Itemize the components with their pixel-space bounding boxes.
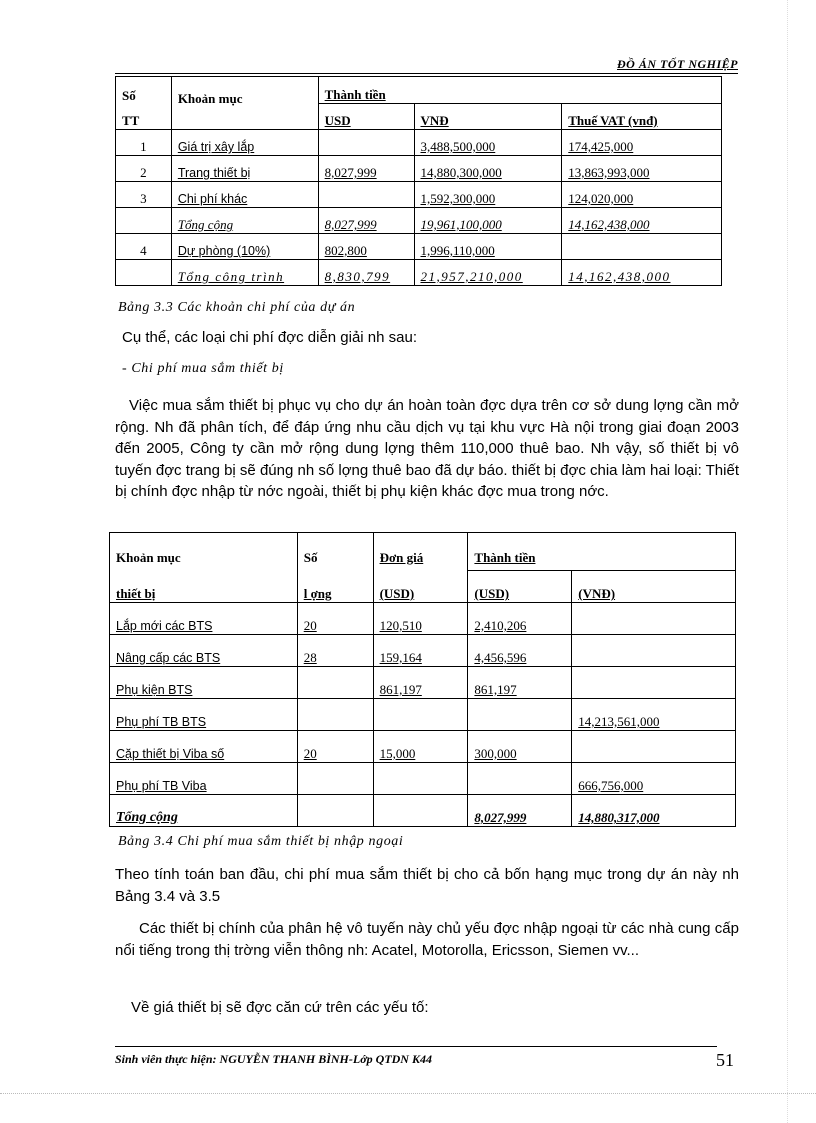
header-divider — [115, 73, 738, 74]
paragraph-main-equipment: Các thiết bị chính của phân hệ vô tuyến này chủ yếu đợc nhập ngoại từ các nhà cung cấp nổi tiếng trong thị trờng viễn thông nh: Acatel, Motorolla, Ericsson, Siemen vv... — [115, 920, 739, 959]
table-row: 1 Giá trị xây lắp 3,488,500,000 174,425,000 — [116, 130, 722, 156]
table-row-grand-total: Tổng công trình 8,830,799 21,957,210,000 14,162,438,000 — [116, 260, 722, 286]
intro-text: Cụ thể, các loại chi phí đợc diễn giải nh sau: — [122, 329, 418, 346]
col-usd: USD — [318, 104, 414, 130]
table-row: Cặp thiết bị Viba số 20 15,000 300,000 — [110, 731, 736, 763]
col-khoan-muc: Khoản mục — [110, 533, 298, 571]
col-so-luong: Số — [297, 533, 373, 571]
table-row-subtotal: Tổng cộng 8,027,999 19,961,100,000 14,162,438,000 — [116, 208, 722, 234]
page-number: 51 — [716, 1050, 734, 1070]
table-row: Phụ phí TB Viba 666,756,000 — [110, 763, 736, 795]
paragraph-equipment: Việc mua sắm thiết bị phục vụ cho dự án hoàn toàn đợc dựa trên cơ sở dung lợng cần mở rộng. Nh đã phân tích, để đáp ứng nhu cầu dịch vụ tại khu vực Hà nội trong giai đoạn 2003 đến 2005, Công ty cần mở rộng dung lợng thêm 110,000 thuê bao. Nh vậy, số thiết bị vô tuyến đợc trang bị sẽ đúng nh số lợng thuê bao đã dự báo. thiết bị đợc chia làm hai loại: Thiết bị chính đợc nhập từ nớc ngoài, thiết bị phụ kiện khác đợc mua trong nớc. — [115, 397, 739, 500]
col-don-gia: Đơn giá — [373, 533, 468, 571]
equipment-cost-table: Khoản mục Số Đơn giá Thành tiền thiết bị l ợng (USD) (USD) (VNĐ) Lắp mới các BTS 20 120,510 2,410,206 Nâng cấp các BTS 28 159,164 4,456,596 Phụ kiện BTS 861,197 861,197 Phụ phí TB BTS 14,213,561,000 Cặp thiết bị Viba số 20 15,000 300,000 Phụ phí TB Viba 666,756,000 Tổng cộng 8,027,999 14,880,317,000 — [109, 532, 736, 827]
col-thanh-tien: Thành tiền — [318, 77, 721, 104]
table-row: Phụ kiện BTS 861,197 861,197 — [110, 667, 736, 699]
page-break-line — [0, 1093, 816, 1094]
table-row: Lắp mới các BTS 20 120,510 2,410,206 — [110, 603, 736, 635]
table-row: Nâng cấp các BTS 28 159,164 4,456,596 — [110, 635, 736, 667]
footer-divider — [115, 1046, 717, 1047]
col-vat: Thuế VAT (vnđ) — [562, 104, 722, 130]
table2-caption: Bảng 3.4 Chi phí mua sắm thiết bị nhập ngoại — [118, 834, 404, 849]
document-header-title: ĐỒ ÁN TỐT NGHIỆP — [617, 57, 738, 71]
subheading: - Chi phí mua sắm thiết bị — [122, 361, 284, 376]
table-row: 4 Dự phòng (10%) 802,800 1,996,110,000 — [116, 234, 722, 260]
table-row: 2 Trang thiết bị 8,027,999 14,880,300,000 13,863,993,000 — [116, 156, 722, 182]
col-khoan-muc: Khoản mục — [171, 77, 318, 130]
cost-summary-table — [115, 76, 722, 286]
col-vnd: VNĐ — [414, 104, 562, 130]
col-tt: TT — [116, 104, 172, 130]
page-margin-line — [787, 0, 788, 1123]
paragraph-initial-estimate: Theo tính toán ban đầu, chi phí mua sắm thiết bị cho cả bốn hạng mục trong dự án này nh Bảng 3.4 và 3.5 — [115, 866, 739, 905]
footer-author: Sinh viên thực hiện: NGUYỄN THANH BÌNH-Lớp QTDN K44 — [115, 1052, 432, 1066]
table-row: Phụ phí TB BTS 14,213,561,000 — [110, 699, 736, 731]
paragraph-price-basis: Về giá thiết bị sẽ đợc căn cứ trên các yếu tố: — [131, 999, 429, 1016]
table-row: 3 Chi phí khác 1,592,300,000 124,020,000 — [116, 182, 722, 208]
col-thanh-tien: Thành tiền — [468, 533, 736, 571]
col-so: Số — [116, 77, 172, 104]
table-row-total: Tổng cộng 8,027,999 14,880,317,000 — [110, 795, 736, 827]
table1-caption: Bảng 3.3 Các khoản chi phí của dự án — [118, 300, 356, 315]
